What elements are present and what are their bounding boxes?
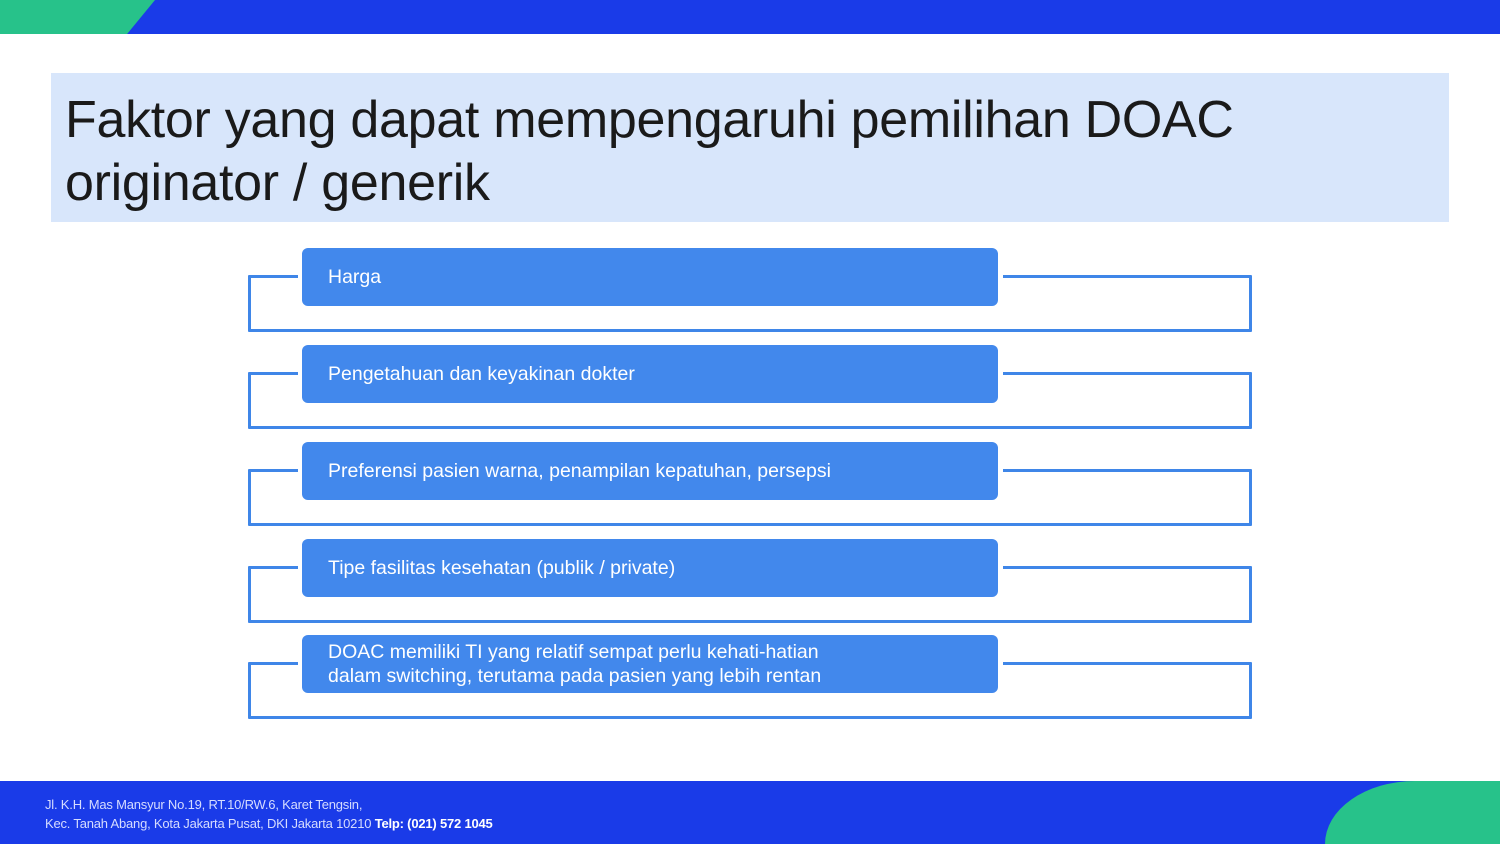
address-line-1: Jl. K.H. Mas Mansyur No.19, RT.10/RW.6, Karet Tengsin, xyxy=(45,797,363,812)
factor-item-harga xyxy=(0,248,1500,334)
slide-title xyxy=(65,89,1435,215)
item-label: Harga xyxy=(302,248,998,306)
factor-item-doac xyxy=(0,635,1500,721)
item-label-line-2: dalam switching, terutama pada pasien yang lebih rentan xyxy=(328,665,822,687)
factor-item-preferensi xyxy=(0,442,1500,528)
footer-green-accent xyxy=(1325,781,1500,844)
item-label-line-1: DOAC memiliki TI yang relatif sempat perlu kehati-hatian xyxy=(328,641,819,663)
item-label: Tipe fasilitas kesehatan (publik / private) xyxy=(302,539,998,597)
factor-item-fasilitas xyxy=(0,539,1500,625)
factor-item-pengetahuan xyxy=(0,345,1500,431)
title-line-1: Faktor yang dapat mempengaruhi pemilihan DOAC xyxy=(65,91,1234,149)
item-label: Pengetahuan dan keyakinan dokter xyxy=(302,345,998,403)
footer-banner xyxy=(0,781,1500,844)
top-banner xyxy=(0,0,1500,34)
item-label: Preferensi pasien warna, penampilan kepatuhan, persepsi xyxy=(302,442,998,500)
address-line-2: Kec. Tanah Abang, Kota Jakarta Pusat, DKI Jakarta 10210 xyxy=(45,816,372,831)
item-label xyxy=(302,635,998,693)
title-line-2: originator / generik xyxy=(65,154,490,212)
title-box xyxy=(51,73,1449,222)
top-green-accent xyxy=(0,0,155,34)
footer-address xyxy=(45,795,493,833)
phone-number: Telp: (021) 572 1045 xyxy=(374,816,493,831)
